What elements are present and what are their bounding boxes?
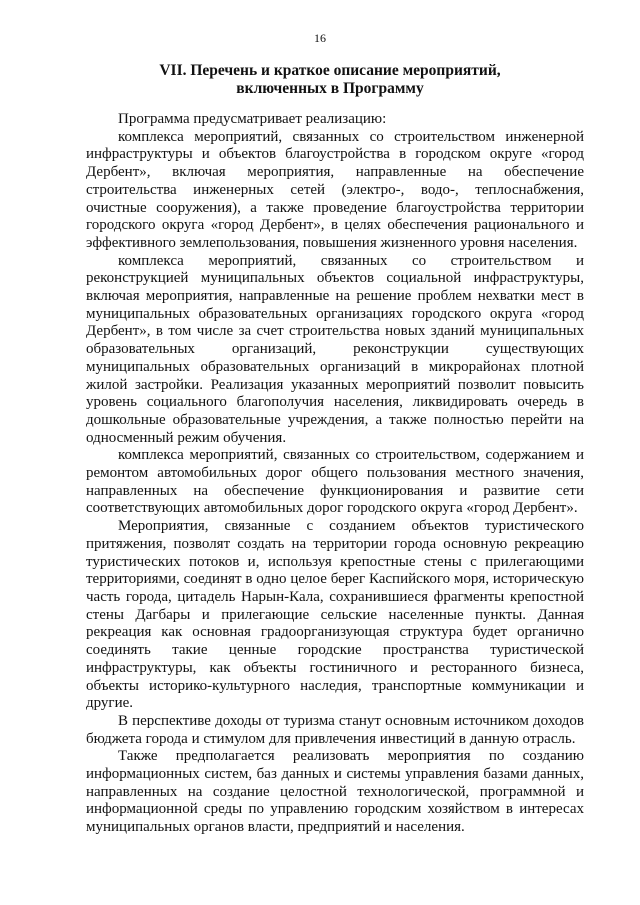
paragraph-roads: комплекса мероприятий, связанных со строительством, содержанием и ремонтом автомобильных дорог общего пользования местного значения, направленных на обеспечение функционирования и развитие сети соответствующих автомобильных дорог городского округа «город Дербент».	[86, 447, 584, 517]
paragraph-tourism: Мероприятия, связанные с созданием объектов туристического притяжения, позволят создать на территории города основную рекреацию туристических потоков и, используя крепостные стены с прилегающими территориями, соединят в одно целое берег Каспийского моря, историческую часть города, цитадель Нарын-Кала, сохранившиеся фрагменты крепостной стены Дагбары и прилегающие сельские населенные пункты. Данная рекреация как основная градоорганизующая структура будет органично соединять такие ценные городские пространства туристической инфраструктуры, как объекты гостиничного и ресторанного бизнеса, объекты историко-культурного наследия, транспортные коммуникации и другие.	[86, 518, 584, 712]
paragraph-engineering-infrastructure: комплекса мероприятий, связанных со строительством инженерной инфраструктуры и объектов благоустройства в городском округе «город Дербент», включая мероприятия, направленные на обеспечение строительства инженерных сетей (электро-, водо-, теплоснабжения, очистные сооружения), а также проведение благоустройства территории городского округа «город Дербент», в целях обеспечения рационального и эффективного землепользования, повышения жизненного уровня населения.	[86, 128, 584, 251]
section-heading-line-2: включенных в Программу	[236, 80, 424, 97]
section-heading-line-1: VII. Перечень и краткое описание мероприятий,	[159, 62, 501, 79]
body-text	[86, 111, 584, 837]
paragraph-intro: Программа предусматривает реализацию:	[118, 111, 387, 127]
paragraph-social-infrastructure: комплекса мероприятий, связанных со строительством и реконструкцией муниципальных объектов социальной инфраструктуры, включая мероприятия, направленные на решение проблем нехватки мест в муниципальных образовательных организациях городского округа «город Дербент», в том числе за счет строительства новых зданий муниципальных образовательных организаций, реконструкции существующих муниципальных образовательных организаций в микрорайонах плотной жилой застройки. Реализация указанных мероприятий позволит повысить уровень социального благополучия населения, ликвидировать очередь в дошкольные образовательные учреждения, а также полностью перейти на односменный режим обучения.	[86, 252, 584, 446]
paragraph-tourism-revenue: В перспективе доходы от туризма станут основным источником доходов бюджета города и стимулом для привлечения инвестиций в данную отрасль.	[86, 712, 584, 747]
paragraph-information-systems: Также предполагается реализовать мероприятия по созданию информационных систем, баз данных и системы управления базами данных, направленных на создание целостной технологической, программной и информационной среды по управлению городским хозяйством в интересах муниципальных органов власти, предприятий и населения.	[86, 748, 584, 836]
section-heading	[0, 62, 640, 98]
page-number: 16	[314, 31, 326, 45]
